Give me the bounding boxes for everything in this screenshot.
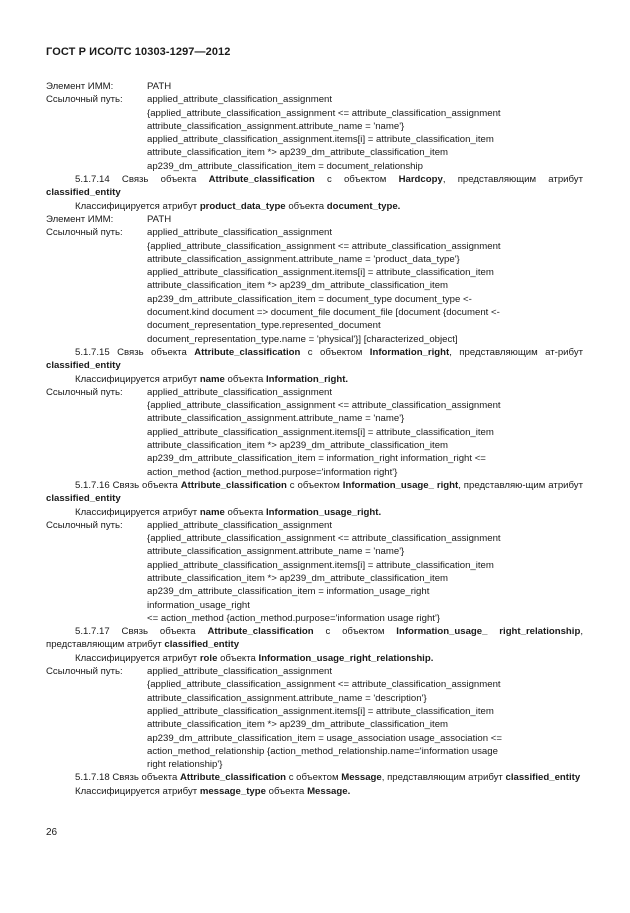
path-line: ap239_dm_attribute_classification_item = usage_association usage_association <= xyxy=(147,732,502,744)
path-line: action_method_relationship {action_method_relationship.name='information usage xyxy=(147,745,498,757)
path-line: attribute_classification_assignment.attribute_name = 'name'} xyxy=(147,120,405,132)
element-label: Элемент ИММ: xyxy=(46,213,114,225)
heading-run: , представляющим ат-рибут xyxy=(449,346,584,358)
path-line: applied_attribute_classification_assignment xyxy=(147,666,333,678)
path-line: document_representation_type.name = 'physical'}] [characterized_object] xyxy=(147,333,458,345)
classification-run: объекта xyxy=(224,506,266,518)
ref-path-row xyxy=(46,386,583,479)
path-line: action_method {action_method.purpose='information right'} xyxy=(147,466,398,478)
path-line: attribute_classification_assignment.attribute_name = 'description'} xyxy=(147,692,427,704)
ref-path-label: Ссылочный путь: xyxy=(46,666,123,678)
ref-path-value xyxy=(147,93,583,173)
ref-path-row xyxy=(46,93,583,173)
heading-run: , представляющим атрибут xyxy=(381,772,506,784)
ref-path-label: Ссылочный путь: xyxy=(46,227,123,239)
heading-run: с объектом xyxy=(314,174,399,186)
classification-run: Классифицируется атрибут xyxy=(75,652,200,664)
heading-run: Information_usage_ right_relationship xyxy=(396,626,581,638)
classification-run: объекта xyxy=(265,785,308,797)
ref-path-label: Ссылочный путь: xyxy=(46,519,123,531)
classification-run: объекта xyxy=(224,373,266,385)
heading-run: Attribute_classification xyxy=(180,479,287,491)
path-line: applied_attribute_classification_assignment.items[i] = attribute_classification_item xyxy=(147,426,494,438)
path-line: attribute_classification_item *> ap239_dm_attribute_classification_item xyxy=(147,572,449,584)
heading-run: , представляющим атрибут xyxy=(46,626,583,651)
element-label: Элемент ИММ: xyxy=(46,81,114,92)
path-line: applied_attribute_classification_assignment xyxy=(147,227,333,239)
heading-run: 5.1.7.18 Связь объекта xyxy=(75,772,180,784)
document-header: ГОСТ Р ИСО/ТС 10303-1297—2012 xyxy=(46,46,231,58)
path-line: attribute_classification_assignment.attribute_name = 'name'} xyxy=(147,546,405,558)
classification-run: объекта xyxy=(285,200,327,212)
ref-path-value xyxy=(147,386,583,479)
heading-run: , представляющим атрибут xyxy=(442,174,583,186)
path-line: ap239_dm_attribute_classification_item = document_relationship xyxy=(147,160,423,172)
path-line: document.kind document => document_file document_file [document {document <- xyxy=(147,307,500,319)
section-heading xyxy=(46,173,583,200)
ref-path-row xyxy=(46,665,583,771)
path-line: document_representation_type.represented_document xyxy=(147,320,381,332)
document-content xyxy=(46,80,583,798)
element-value: PATH xyxy=(147,213,172,225)
heading-run: Attribute_classification xyxy=(194,346,301,358)
element-row xyxy=(46,80,583,93)
heading-run: Information_right xyxy=(369,346,450,358)
section-heading xyxy=(46,625,583,652)
heading-run: 5.1.7.16 Связь объекта xyxy=(75,479,181,491)
classification-run: Классифицируется атрибут xyxy=(75,506,200,518)
ref-path-row xyxy=(46,519,583,625)
path-line: {applied_attribute_classification_assignment <= attribute_classification_assignment xyxy=(147,679,501,691)
classification-run: Классифицируется атрибут xyxy=(75,373,200,385)
classification-run: message_type xyxy=(199,785,266,797)
path-line: attribute_classification_assignment.attribute_name = 'product_data_type'} xyxy=(147,253,460,265)
ref-path-value xyxy=(147,519,583,625)
heading-run: Hardcopy xyxy=(398,174,443,186)
heading-run: с объектом xyxy=(313,626,397,638)
classification-text xyxy=(46,506,583,519)
classification-run: объекта xyxy=(217,652,259,664)
heading-run: classified_entity xyxy=(46,360,121,372)
page-number: 26 xyxy=(46,827,58,838)
path-line: {applied_attribute_classification_assignment <= attribute_classification_assignment xyxy=(147,240,501,252)
section-heading xyxy=(46,771,583,784)
path-line: applied_attribute_classification_assignment.items[i] = attribute_classification_item xyxy=(147,267,494,279)
classification-text xyxy=(46,200,583,213)
classification-run: Information_right. xyxy=(265,373,349,385)
path-line: attribute_classification_item *> ap239_dm_attribute_classification_item xyxy=(147,440,449,452)
ref-path-row xyxy=(46,226,583,346)
heading-run: Message xyxy=(341,772,382,784)
path-line: information_usage_right xyxy=(147,599,250,611)
heading-run: 5.1.7.17 Связь объекта xyxy=(75,626,208,638)
heading-run: с объектом xyxy=(286,772,342,784)
heading-run: Attribute_classification xyxy=(179,772,287,784)
classification-run: document_type. xyxy=(326,200,401,212)
element-row xyxy=(46,213,583,226)
heading-run: с объектом xyxy=(286,479,343,491)
path-line: applied_attribute_classification_assignment.items[i] = attribute_classification_item xyxy=(147,705,494,717)
path-line: {applied_attribute_classification_assignment <= attribute_classification_assignment xyxy=(147,400,501,412)
path-line: applied_attribute_classification_assignment xyxy=(147,386,333,398)
classification-run: product_data_type xyxy=(199,200,286,212)
path-line: right relationship'} xyxy=(147,759,223,771)
path-line: attribute_classification_item *> ap239_dm_attribute_classification_item xyxy=(147,147,449,159)
path-line: <= action_method {action_method.purpose='information usage right'} xyxy=(147,612,441,624)
heading-run: classified_entity xyxy=(46,187,121,199)
ref-path-value xyxy=(147,665,583,771)
classification-run: Information_usage_right_relationship. xyxy=(258,652,434,664)
element-value: PATH xyxy=(147,81,172,92)
section-heading xyxy=(46,346,583,373)
path-line: applied_attribute_classification_assignment xyxy=(147,94,333,106)
path-line: attribute_classification_item *> ap239_dm_attribute_classification_item xyxy=(147,280,449,292)
path-line: applied_attribute_classification_assignment.items[i] = attribute_classification_item xyxy=(147,559,494,571)
heading-run: classified_entity xyxy=(46,493,121,505)
path-line: applied_attribute_classification_assignment xyxy=(147,519,333,531)
classification-run: Классифицируется атрибут xyxy=(75,785,200,797)
heading-run: 5.1.7.14 Связь объекта xyxy=(75,174,209,186)
path-line: ap239_dm_attribute_classification_item = information_usage_right xyxy=(147,586,430,598)
heading-run: Attribute_classification xyxy=(208,174,315,186)
heading-run: , представляю-щим атрибут xyxy=(458,479,583,491)
classification-run: Message. xyxy=(307,785,351,797)
path-line: attribute_classification_assignment.attribute_name = 'name'} xyxy=(147,413,405,425)
classification-run: Information_usage_right. xyxy=(265,506,382,518)
classification-text xyxy=(46,785,583,798)
ref-path-label: Ссылочный путь: xyxy=(46,94,123,106)
path-line: ap239_dm_attribute_classification_item = document_type document_type <- xyxy=(147,293,472,305)
path-line: {applied_attribute_classification_assignment <= attribute_classification_assignment xyxy=(147,533,501,545)
classification-run: role xyxy=(199,652,218,664)
classification-run: name xyxy=(199,506,225,518)
ref-path-value xyxy=(147,226,583,346)
heading-run: 5.1.7.15 Связь объекта xyxy=(75,346,195,358)
heading-run: Attribute_classification xyxy=(207,626,314,638)
heading-run: с объектом xyxy=(300,346,370,358)
path-line: ap239_dm_attribute_classification_item = information_right information_right <= xyxy=(147,453,486,465)
classification-run: Классифицируется атрибут xyxy=(75,200,200,212)
section-heading xyxy=(46,479,583,506)
path-line: {applied_attribute_classification_assignment <= attribute_classification_assignment xyxy=(147,107,501,119)
classification-run: name xyxy=(199,373,225,385)
heading-run: classified_entity xyxy=(164,639,240,651)
classification-text xyxy=(46,652,583,665)
path-line: attribute_classification_item *> ap239_dm_attribute_classification_item xyxy=(147,719,449,731)
heading-run: classified_entity xyxy=(505,772,581,784)
classification-text xyxy=(46,373,583,386)
path-line: applied_attribute_classification_assignment.items[i] = attribute_classification_item xyxy=(147,134,494,146)
heading-run: Information_usage_ right xyxy=(342,479,459,491)
ref-path-label: Ссылочный путь: xyxy=(46,386,123,398)
